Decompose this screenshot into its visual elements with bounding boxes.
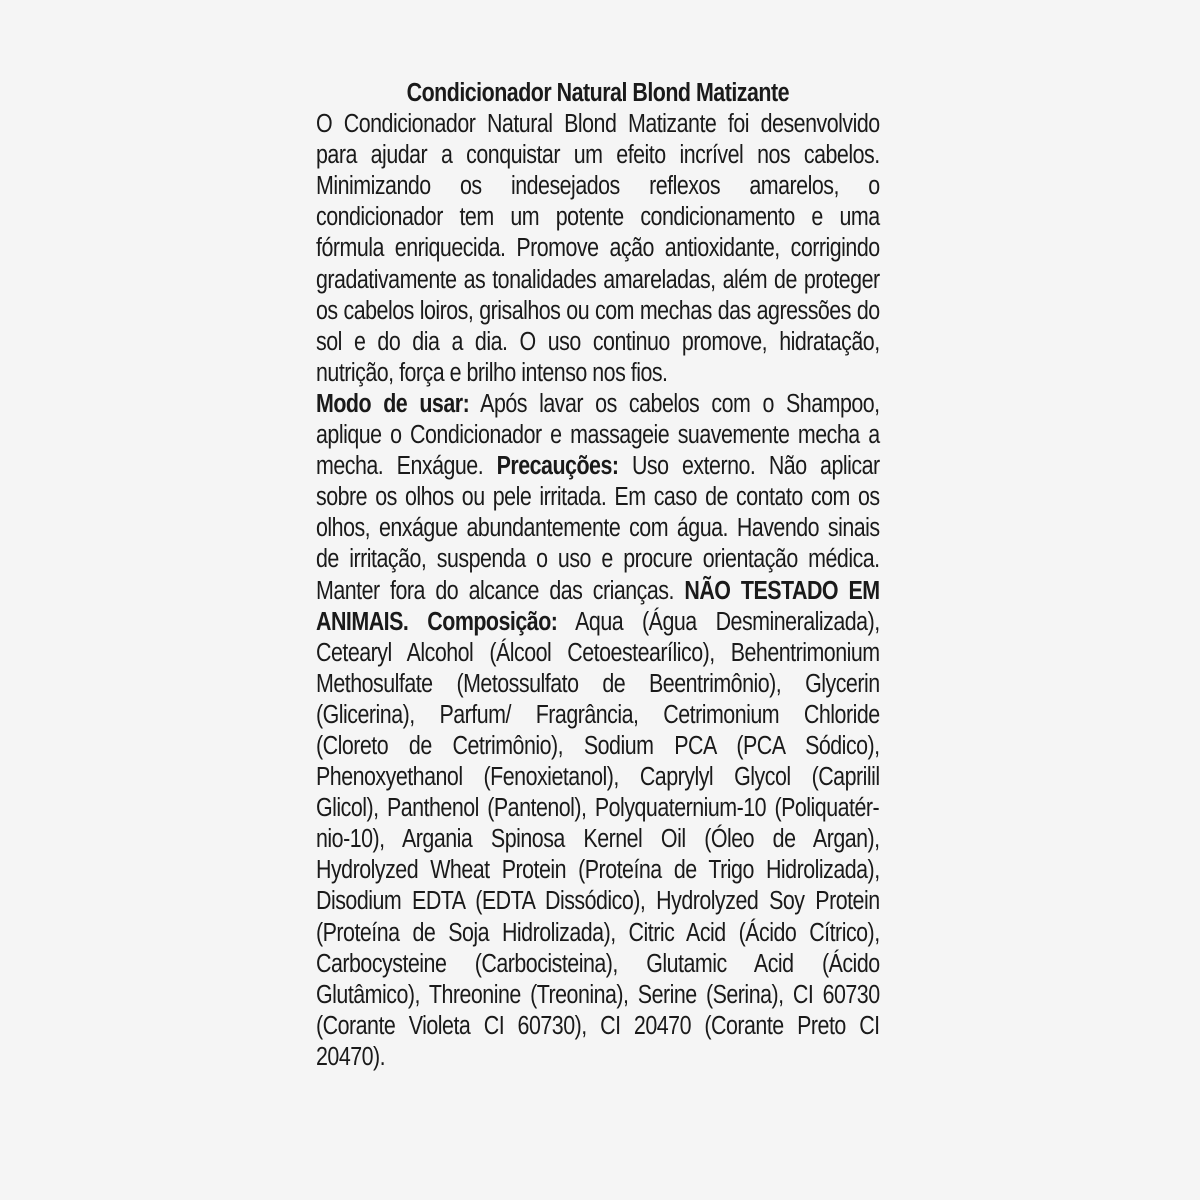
composition-text: Aqua (Água Desmineralizada), Cetearyl Alcohol (Álcool Cetoestearílico), Behentrimonium Methosulfate (Metossulfato de Beentrimônio), Glycerin (Glicerina), Parfum/ Fragrância, Cetrimonium Chloride (Cloreto de Cetrimônio), Sodium PCA (PCA Sódico), Phenoxyethanol (Fenoxietanol), Caprylyl Glycol (Caprilil Glicol), Panthenol (Pantenol), Polyquaternium-10 (Poliquatérnio-10), Argania Spinosa Kernel Oil (Óleo de Argan), Hydrolyzed Wheat Protein (Proteína de Trigo Hidrolizada), Disodium EDTA (EDTA Dissódico), Hydrolyzed Soy Protein (Proteína de Soja Hidrolizada), Citric Acid (Ácido Cítrico), Carbocysteine (Carbocisteina), Glutamic Acid (Ácido Glutâmico), Threonine (Treonina), Serine (Serina), CI 60730 (Corante Violeta CI 60730), CI 20470 (Corante Preto CI 20470). [316, 607, 880, 1071]
label-text-block [316, 78, 880, 1073]
usage-text: Após lavar os cabelos com o Shampoo, aplique o Condicionador e massageie suavemente mecha a mecha. Enxágue. [316, 389, 880, 481]
composition-heading: Composição: [408, 607, 558, 636]
usage-and-composition [316, 389, 880, 1073]
product-title: Condicionador Natural Blond Matizante [406, 79, 790, 107]
product-description: O Condicionador Natural Blond Matizante foi desenvolvido para ajudar a conquistar um efeito incrível nos cabelos. Minimizando os indesejados reflexos amarelos, o condicionador tem um potente condicionamento e uma fórmula enriquecida. Promove ação antioxidante, corrigindo gradativamente as tonalidades amareladas, além de proteger os cabelos loiros, grisalhos ou com mechas das agressões do sol e do dia a dia. O uso continuo promove, hidratação, nutrição, força e brilho intenso nos fios. [316, 110, 880, 387]
precautions-text: Uso externo. Não aplicar sobre os olhos ou pele irritada. Em caso de contato com os olhos, enxágue abundantemente com água. Havendo sinais de irritação, suspenda o uso e procure orientação médica. Manter fora do alcance das crianças. [316, 452, 880, 605]
usage-heading: Modo de usar: [316, 389, 470, 418]
precautions-heading: Precauções: [496, 452, 619, 481]
not-tested-notice: NÃO TESTADO EM ANIMAIS. [316, 576, 880, 636]
